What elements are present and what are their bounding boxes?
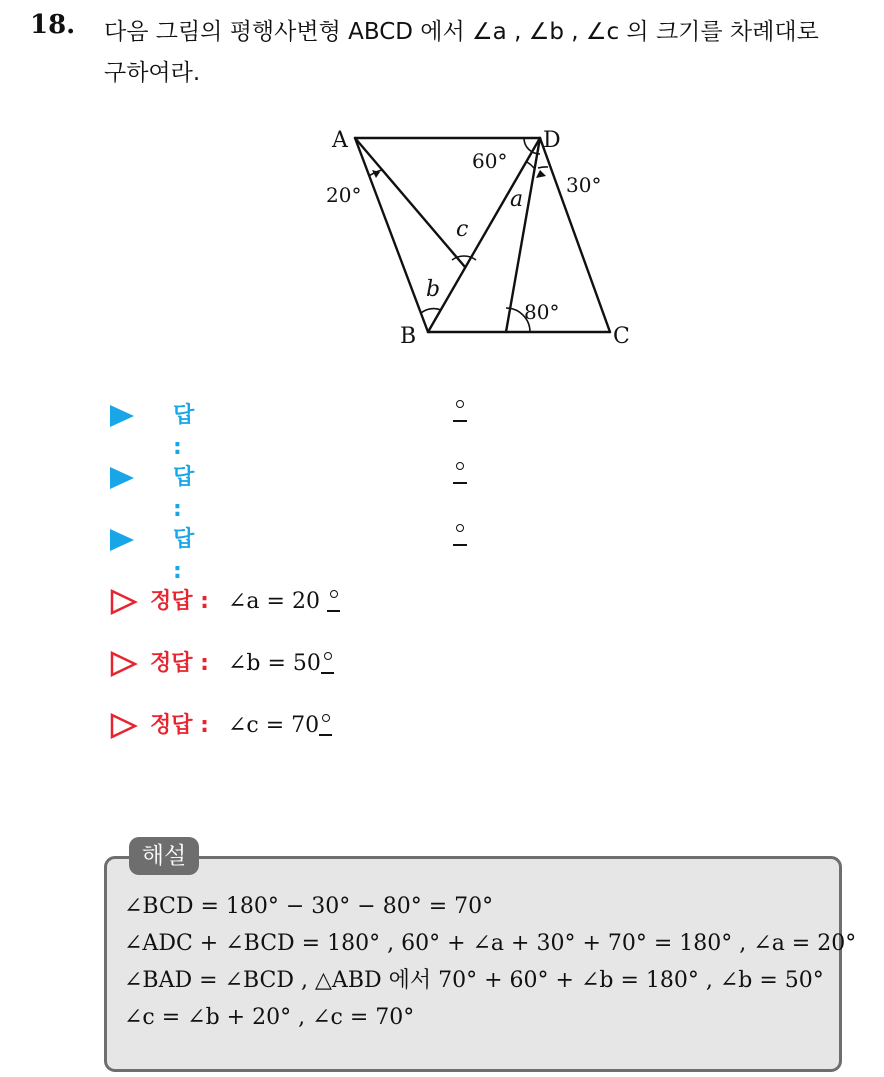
parallelogram-diagram (310, 112, 650, 357)
blank-underline (453, 420, 467, 422)
arrow-30 (536, 170, 546, 178)
question-line-1: 다음 그림의 평행사변형 ABCD 에서 ∠a , ∠b , ∠c 의 크기를 차례대로 (104, 19, 819, 45)
correct-label: 정답 : (150, 713, 209, 738)
vertex-A: A (332, 128, 348, 153)
blank-underline (453, 482, 467, 484)
answer-row-3 (110, 524, 195, 584)
question-line-2: 구하여라. (104, 60, 201, 86)
degree-underlined (319, 710, 333, 742)
arc-a (527, 162, 534, 168)
solution-line-1: ∠BCD = 180° − 30° − 80° = 70° (124, 894, 494, 919)
correct-label: 정답 : (150, 651, 209, 676)
answer-row-1 (110, 400, 195, 460)
degree-underlined (321, 648, 335, 680)
degree-symbol (456, 462, 464, 470)
play-triangle-icon (110, 529, 134, 551)
correct-expression: ∠a = 20 (228, 586, 341, 618)
degree-symbol (456, 400, 464, 408)
correct-label: 정답 : (150, 589, 209, 614)
answer-label: 답 : (173, 527, 195, 584)
answer-blank-2[interactable] (453, 456, 469, 492)
degree-underlined (327, 586, 341, 618)
label-80: 80° (524, 300, 560, 324)
answer-label: 답 : (173, 403, 195, 460)
vertex-C: C (613, 324, 630, 349)
label-a: a (510, 187, 524, 212)
label-60: 60° (472, 149, 508, 173)
solution-line-3: ∠BAD = ∠BCD , △ABD 에서 70° + 60° + ∠b = 180° , ∠b = 50° (124, 968, 824, 993)
solution-line-2: ∠ADC + ∠BCD = 180° , 60° + ∠a + 30° + 70° = 180° , ∠a = 20° (124, 931, 857, 956)
label-b: b (426, 277, 441, 302)
play-triangle-icon (110, 467, 134, 489)
side-ab (355, 138, 428, 332)
segment-a-bd (355, 138, 465, 267)
answer-row-2 (110, 462, 195, 522)
solution-line-4: ∠c = ∠b + 20° , ∠c = 70° (124, 1005, 415, 1030)
answer-label: 답 : (173, 465, 195, 522)
label-20: 20° (326, 183, 362, 207)
parallelogram-figure (310, 112, 650, 357)
label-30: 30° (566, 173, 602, 197)
correct-expression: ∠b = 50 (228, 648, 335, 680)
solution-tag: 해설 (129, 837, 199, 875)
vertex-B: B (400, 324, 417, 349)
degree-symbol (456, 524, 464, 532)
vertex-D: D (543, 128, 561, 153)
question-text (104, 12, 874, 94)
label-c: c (456, 217, 469, 242)
solution-text (124, 888, 856, 1036)
blank-underline (453, 544, 467, 546)
answer-blank-3[interactable] (453, 518, 469, 554)
question-number: 18. (30, 10, 76, 40)
arc-30 (538, 167, 548, 168)
correct-expression: ∠c = 70 (228, 710, 333, 742)
answer-blank-1[interactable] (453, 394, 469, 430)
play-triangle-icon (110, 405, 134, 427)
